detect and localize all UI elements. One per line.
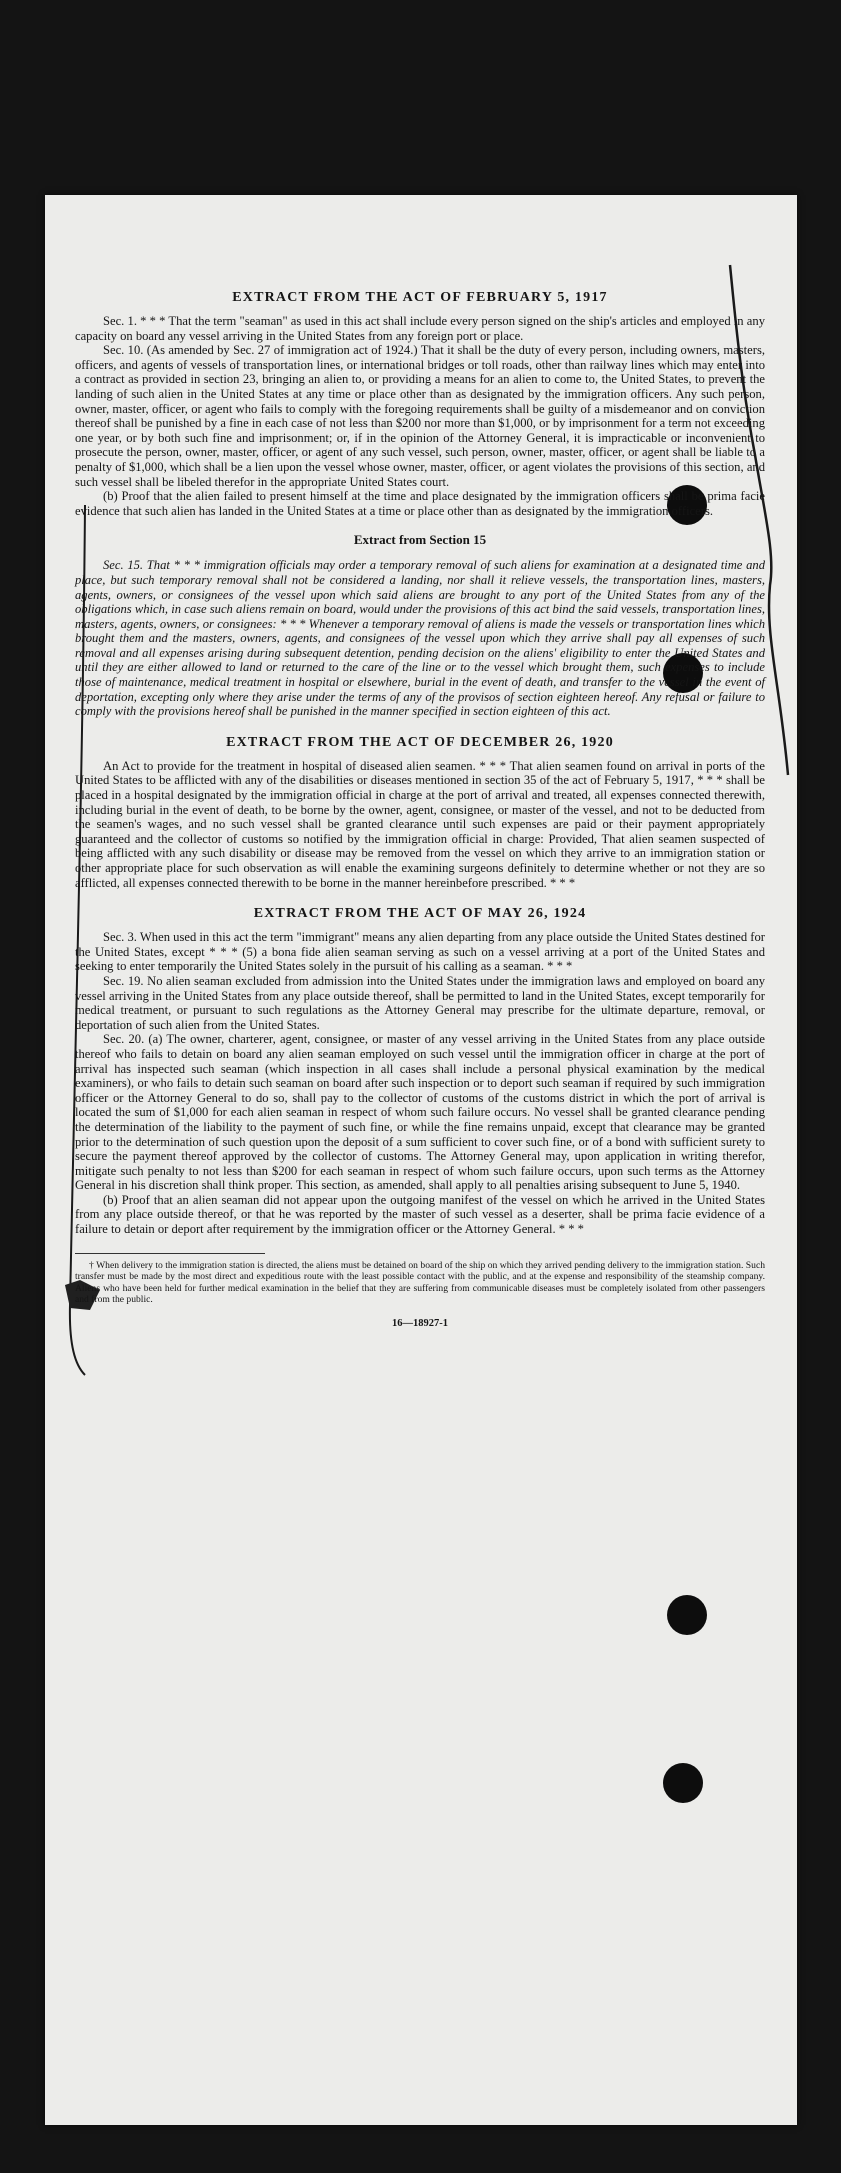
footnote-divider bbox=[75, 1253, 265, 1254]
paragraph-1924-b: (b) Proof that an alien seaman did not appear upon the outgoing manifest of the vessel on which he arrived in the United States from any place outside thereof, or that he was reported by the master of such vessel as a deserter, shall be prima facie evidence of a failure to detain or deport after requirement by the immigration officer or the Attorney General. * * * bbox=[75, 1192, 765, 1237]
heading-section-15: Extract from Section 15 bbox=[353, 532, 487, 548]
document-page bbox=[45, 195, 797, 2125]
punch-hole bbox=[667, 1595, 707, 1635]
paragraph-1917-sec1: Sec. 1. * * * That the term "seaman" as used in this act shall include every person signed on the ship's articles and employed in any capacity on board any vessel arriving in the United States from any foreign port or place. bbox=[75, 314, 765, 343]
paragraph-1924-sec20: Sec. 20. (a) The owner, charterer, agent, consignee, or master of any vessel arriving in the United States from any place outside thereof who fails to detain on board any alien seaman employed on such vessel until the immigration officer in charge at the port of arrival has inspected such seaman (which inspection in all cases shall include a personal physical examination by the medical examiners), or who fails to detain such seaman on board after such inspection or to deport such seaman if required by such immigration officer or the Attorney General to do so, shall pay to the collector of customs of the customs district in which the port of arrival is located the sum of $1,000 for each alien seaman in respect of whom such failure occurs. No vessel shall be granted clearance pending the determination of the liability to the payment of such fine, or while the fine remains unpaid, except that clearance may be granted prior to the determination of such question upon the deposit of a sum sufficient to cover such fine, or of a bond with sufficient surety to secure the payment thereof approved by the collector of customs. The Attorney General may, upon application in writing therefor, mitigate such penalty to not less than $200 for each seaman in respect of whom such failure occurs, upon such terms as the Attorney General in his discretion shall think proper. This section, as amended, shall apply to all penalties arising subsequent to June 5, 1940. bbox=[75, 1032, 765, 1193]
punch-hole bbox=[663, 1763, 703, 1803]
heading-act-1924: EXTRACT FROM THE ACT OF MAY 26, 1924 bbox=[253, 906, 587, 922]
paragraph-sec15: Sec. 15. That * * * immigration officials may order a temporary removal of such aliens for examination at a designated time and place, but such temporary removal shall not be considered a landing, nor shall it relieve vessels, the transportation lines, masters, agents, owners, or consignees of the vessel upon which said aliens are brought to any port of the United States from any of the obligations which, in case such aliens remain on board, would under the provisions of this act bind the said vessels, transportation lines, masters, agents, owners, or consignees: * * * Whenever a temporary removal of aliens is made the vessels or transportation lines which brought them and the masters, owners, agents, and consignees of the vessel upon which they arrive shall pay all expenses of such removal and all expenses arising during subsequent detention, pending decision on the aliens' eligibility to enter the United States and until they are either allowed to land or returned to the care of the line or to the vessel which brought them, such expenses to include those of maintenance, medical treatment in hospital or elsewhere, burial in the event of death, and transfer to the vessel in the event of deportation, excepting only where they arise under the terms of any of the provisos of section eighteen hereof. Any refusal or failure to comply with the provisions hereof shall be punished in the manner specified in section eighteen of this act. bbox=[75, 558, 765, 719]
heading-act-1917: EXTRACT FROM THE ACT OF FEBRUARY 5, 1917 bbox=[232, 290, 608, 305]
form-code: 16—18927-1 bbox=[392, 1317, 448, 1329]
document-body bbox=[75, 290, 765, 1329]
footnote: † When delivery to the immigration station is directed, the aliens must be detained on board of the ship on which they arrived pending delivery to the immigration station. Such transfer must be made by the most direct and expeditious route with the least possible contact with the public, and at the expense and responsibility of the steamship company. Aliens who have been held for further medical examination in the belief that they are suffering from communicable diseases must be completely isolated from other passengers and from the public. bbox=[75, 1259, 765, 1306]
paragraph-1917-sec10: Sec. 10. (As amended by Sec. 27 of immigration act of 1924.) That it shall be the duty of every person, including owners, masters, officers, and agents of vessels of transportation lines, or international bridges or toll roads, other than railway lines which may enter into a contract as provided in section 23, bringing an alien to, or providing a means for an alien to come to, the United States, to prevent the landing of such alien in the United States at any time or place other than as designated by the immigration officers. Any such person, owner, master, officer, or agent who fails to comply with the foregoing requirements shall be guilty of a misdemeanor and on conviction thereof shall be punished by a fine in each case of not less than $200 nor more than $1,000, or by imprisonment for a term not exceeding one year, or by both such fine and imprisonment; or, if in the opinion of the Attorney General, it is impracticable or inconvenient to prosecute the person, owner, master, officer, or agent of any such vessel, such person, owner, master, officer, or agent shall be liable to a penalty of $1,000, which shall be a lien upon the vessel whose owner, master, officer, or agent violates the provisions of this section, and such vessel shall be libeled therefor in the appropriate United States court. bbox=[75, 343, 765, 489]
paragraph-1924-sec19: Sec. 19. No alien seaman excluded from admission into the United States under the immigration laws and employed on board any vessel arriving in the United States from any place outside thereof, shall be permitted to land in the United States, except temporarily for medical treatment, or pursuant to such regulations as the Attorney General may prescribe for the ultimate departure, removal, or deportation of such alien from the United States. bbox=[75, 973, 765, 1032]
paragraph-1920: An Act to provide for the treatment in hospital of diseased alien seamen. * * * That alien seamen found on arrival in ports of the United States to be afflicted with any of the disabilities or diseases mentioned in section 35 of the act of February 5, 1917, * * * shall be placed in a hospital designated by the immigration official in charge at the port of arrival and treated, all expenses connected therewith, including burial in the event of death, to be borne by the owner, agent, consignee, or master of the vessel, and not to be deducted from the seamen's wages, and no such vessel shall be granted clearance until such expenses are paid or their payment appropriately guaranteed and the collector of customs so notified by the immigration official in charge: Provided, That alien seamen suspected of being afflicted with any such disability or disease may be removed from the vessel on which they arrive to an immigration station or other appropriate place for such observation as will enable the examining surgeons definitely to determine whether or not they are so afflicted, all expenses connected therewith to be borne in the manner hereinbefore prescribed. * * * bbox=[75, 758, 765, 890]
heading-act-1920: EXTRACT FROM THE ACT OF DECEMBER 26, 1920 bbox=[226, 734, 614, 750]
paragraph-1917-b: (b) Proof that the alien failed to present himself at the time and place designated by the immigration officers shall be prima facie evidence that such alien has landed in the United States at a time or place other than as designated by the immigration officers. bbox=[75, 489, 765, 518]
paragraph-1924-sec3: Sec. 3. When used in this act the term "immigrant" means any alien departing from any place outside the United States destined for the United States, except * * * (5) a bona fide alien seaman serving as such on a vessel arriving at a port of the United States and seeking to enter temporarily the United States solely in the pursuit of his calling as a seaman. * * * bbox=[75, 930, 765, 974]
